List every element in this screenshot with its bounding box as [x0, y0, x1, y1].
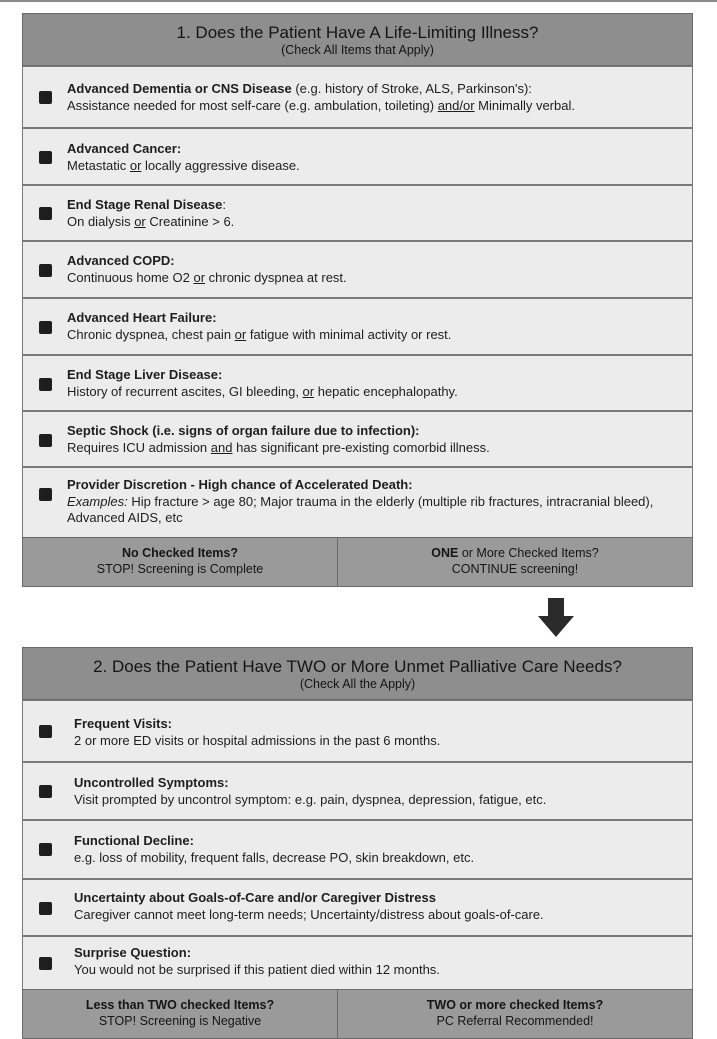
- checkbox[interactable]: [39, 488, 52, 501]
- checkbox[interactable]: [39, 902, 52, 915]
- row-text: Advanced Dementia or CNS Disease (e.g. history of Stroke, ALS, Parkinson's): Assistance needed for most self-care (e.g. ambulation, toileting) and/or Minimally verbal.: [67, 81, 575, 113]
- footer-negative-cell: Less than TWO checked Items? STOP! Screening is Negative: [22, 989, 338, 1039]
- section1-header: [22, 13, 693, 66]
- section1-footer: [22, 537, 693, 587]
- row-text: Advanced Heart Failure: Chronic dyspnea, chest pain or fatigue with minimal activity or rest.: [67, 310, 452, 342]
- footer-referral-cell: TWO or more checked Items? PC Referral Recommended!: [337, 989, 693, 1039]
- row-text: End Stage Renal Disease: On dialysis or Creatinine > 6.: [67, 197, 235, 229]
- checkbox[interactable]: [39, 91, 52, 104]
- checklist-row-septic-shock[interactable]: [22, 411, 693, 467]
- checklist-row-dementia[interactable]: [22, 66, 693, 128]
- checkbox[interactable]: [39, 434, 52, 447]
- checklist-row-liver[interactable]: [22, 355, 693, 411]
- row-text: Uncontrolled Symptoms: Visit prompted by uncontrol symptom: e.g. pain, dyspnea, depression, fatigue, etc.: [74, 775, 547, 807]
- checkbox[interactable]: [39, 207, 52, 220]
- row-text: Uncertainty about Goals-of-Care and/or Caregiver Distress Caregiver cannot meet long-term needs; Uncertainty/distress about goals-of-care.: [74, 890, 544, 922]
- checklist-row-copd[interactable]: [22, 241, 693, 298]
- footer-stop-cell: No Checked Items? STOP! Screening is Complete: [22, 537, 338, 587]
- checklist-row-cancer[interactable]: [22, 128, 693, 185]
- row-text: Advanced COPD: Continuous home O2 or chronic dyspnea at rest.: [67, 253, 347, 285]
- checkbox[interactable]: [39, 321, 52, 334]
- top-rule: [0, 0, 717, 2]
- checklist-row-surprise-question[interactable]: [22, 936, 693, 990]
- section-unmet-palliative-needs: [22, 647, 693, 1028]
- row-text: Frequent Visits: 2 or more ED visits or hospital admissions in the past 6 months.: [74, 716, 441, 748]
- checklist-row-uncontrolled-symptoms[interactable]: [22, 762, 693, 820]
- row-text: Functional Decline: e.g. loss of mobility, frequent falls, decrease PO, skin breakdown, etc.: [74, 833, 475, 865]
- down-arrow-icon: [537, 598, 575, 638]
- section2-title: 2. Does the Patient Have TWO or More Unmet Palliative Care Needs?: [93, 657, 622, 676]
- section-life-limiting-illness: [22, 13, 693, 587]
- checkbox[interactable]: [39, 785, 52, 798]
- section2-header: [22, 647, 693, 700]
- checklist-row-renal[interactable]: [22, 185, 693, 241]
- section2-subtitle: (Check All the Apply): [299, 677, 416, 691]
- checkbox[interactable]: [39, 151, 52, 164]
- section1-subtitle: (Check All Items that Apply): [281, 43, 434, 57]
- checklist-row-frequent-visits[interactable]: [22, 700, 693, 762]
- row-text: Advanced Cancer: Metastatic or locally aggressive disease.: [67, 141, 300, 173]
- checklist-row-heart-failure[interactable]: [22, 298, 693, 355]
- row-text: End Stage Liver Disease: History of recurrent ascites, GI bleeding, or hepatic encephalopathy.: [67, 367, 458, 399]
- checkbox[interactable]: [39, 378, 52, 391]
- checkbox[interactable]: [39, 264, 52, 277]
- checkbox[interactable]: [39, 843, 52, 856]
- row-text: Septic Shock (i.e. signs of organ failure due to infection): Requires ICU admission and has significant pre-existing comorbid illness.: [67, 423, 490, 455]
- section2-footer: [22, 989, 693, 1039]
- checkbox[interactable]: [39, 725, 52, 738]
- checklist-row-functional-decline[interactable]: [22, 820, 693, 879]
- section1-title: 1. Does the Patient Have A Life-Limiting Illness?: [176, 23, 539, 42]
- footer-continue-cell: ONE or More Checked Items? CONTINUE screening!: [337, 537, 693, 587]
- row-text: Surprise Question: You would not be surprised if this patient died within 12 months.: [74, 945, 440, 977]
- checklist-row-provider-discretion[interactable]: [22, 467, 693, 538]
- checkbox[interactable]: [39, 957, 52, 970]
- checklist-row-goals-of-care[interactable]: [22, 879, 693, 936]
- row-text: Provider Discretion - High chance of Accelerated Death: Examples: Hip fracture > age 80; Major trauma in the elderly (multiple rib fractures, intracranial bleed), Advanced AIDS, etc: [67, 477, 654, 525]
